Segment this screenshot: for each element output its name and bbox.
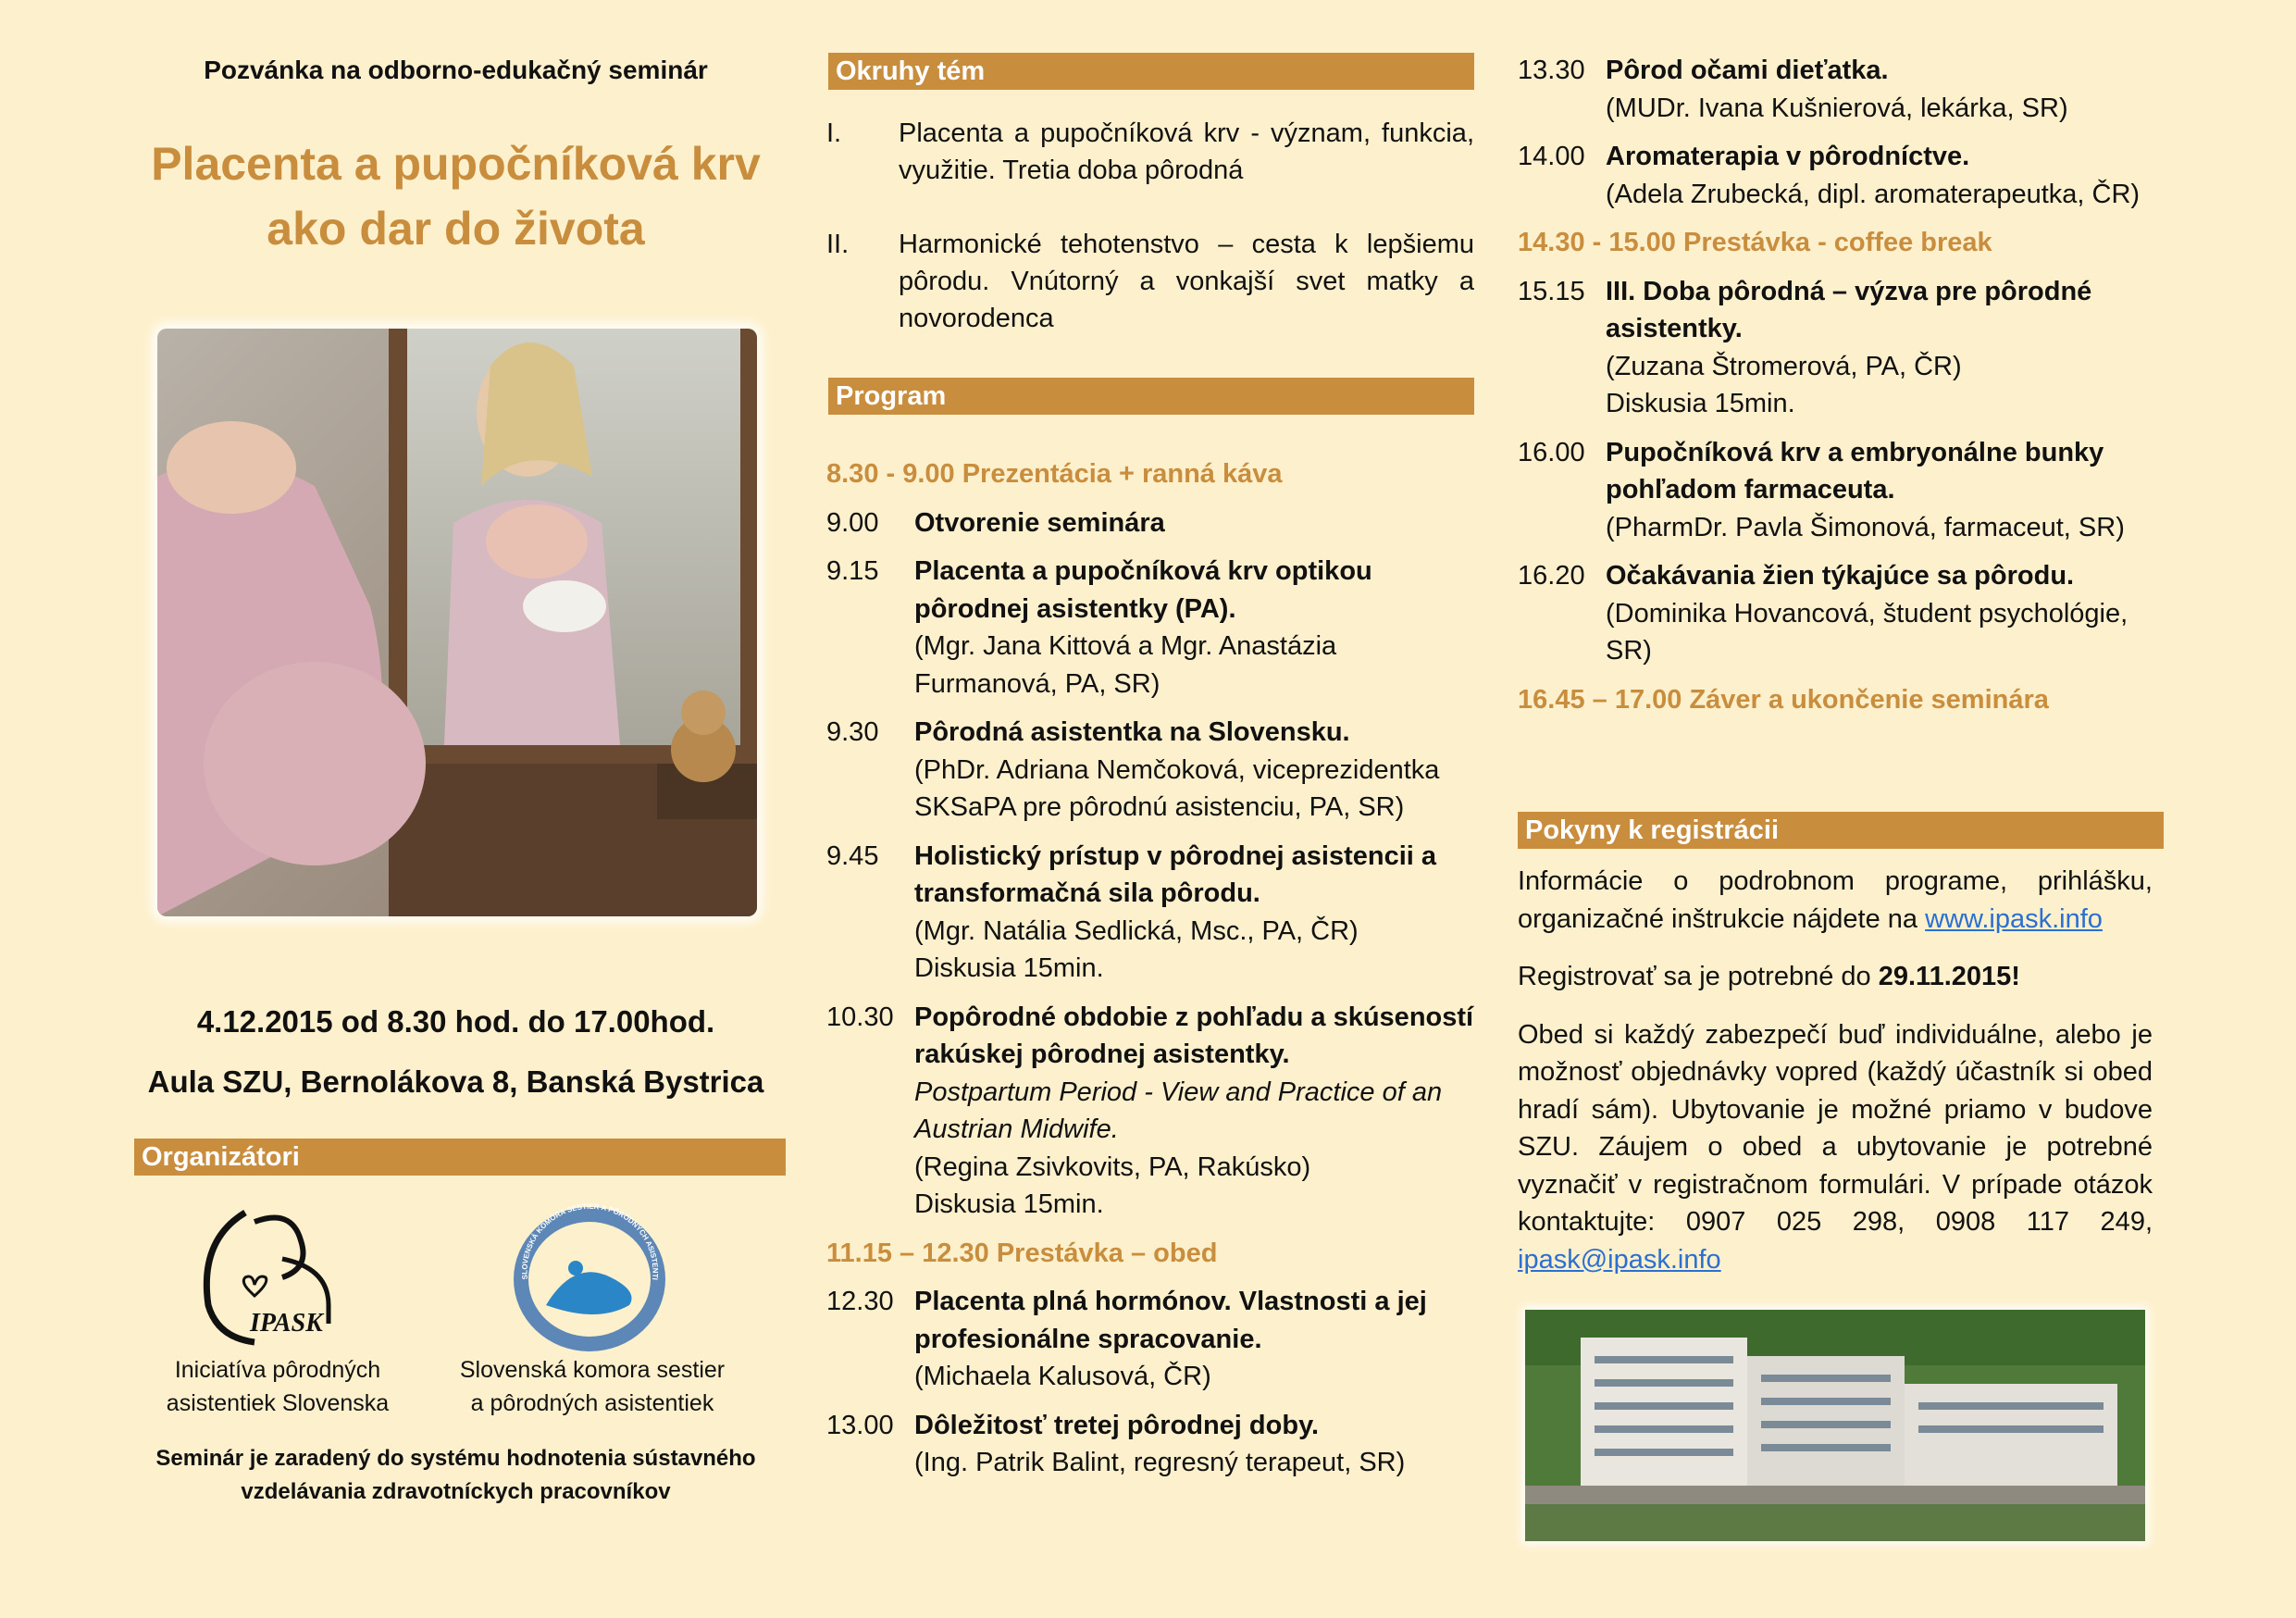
- break-registration: 8.30 - 9.00 Prezentácia + ranná káva: [826, 459, 1283, 489]
- accreditation-note: Seminár je zaradený do systému hodnotenia sústavného vzdelávania zdravotníckych pracovníkov: [155, 1446, 756, 1504]
- sksapa-caption: Slovenská komora sestier a pôrodných asistentiek: [459, 1357, 726, 1416]
- seminar-title: [130, 131, 782, 261]
- program-item: 16.00 Pupočníková krv a embryonálne bunky pohľadom farmaceuta. (PharmDr. Pavla Šimonová, farmaceut, SR): [1518, 437, 2125, 542]
- program-list-continued: [1518, 52, 2166, 729]
- ipask-logo: [190, 1203, 347, 1351]
- program-item: 9.00 Otvorenie seminára: [826, 507, 1165, 538]
- program-item: 9.45 Holistický prístup v pôrodnej asistencii a transformačná sila pôrodu. (Mgr. Natália Sedlická, Msc., PA, ČR) Diskusia 15min.: [826, 840, 1437, 983]
- program-item: 15.15 III. Doba pôrodná – výzva pre pôrodné asistentky. (Zuzana Štromerová, PA, ČR) Diskusia 15min.: [1518, 276, 2092, 418]
- topic-item: II. Harmonické tehotenstvo – cesta k lepšiemu pôrodu. Vnútorný a vonkajší svet matky a novorodenca: [826, 230, 1474, 333]
- pregnant-woman-mirror-image: [157, 329, 757, 916]
- invite-line: Pozvánka na odborno-edukačný seminár: [204, 56, 708, 84]
- sksapa-logo: [509, 1203, 671, 1356]
- program-item: 12.30 Placenta plná hormónov. Vlastnosti a jej profesionálne spracovanie. (Michaela Kalusová, ČR): [826, 1287, 1427, 1391]
- event-venue: Aula SZU, Bernolákova 8, Banská Bystrica: [147, 1064, 764, 1099]
- break-coffee: 14.30 - 15.00 Prestávka - coffee break: [1518, 228, 1992, 257]
- title-line-1: Placenta a pupočníková krv: [151, 138, 761, 190]
- building-image: [1525, 1310, 2145, 1541]
- ipask-caption: Iniciatíva pôrodných asistentiek Slovenska: [166, 1357, 390, 1416]
- program-item: 16.20 Očakávania žien týkajúce sa pôrodu. (Dominika Hovancová, študent psychológie, SR): [1518, 561, 2128, 666]
- registration-header: Pokyny k registrácii: [1518, 812, 2164, 849]
- lunch-accommodation-info: Obed si každý zabezpečí buď individuálne, alebo je možnosť objednávky vopred (každý účastník si obed hradí sám). Ubytovanie je možné priamo v budove SZU. Záujem o obed a ubytovanie je potrebné vyznačiť v registračnom formulári. V prípade otázok kontaktujte: 0907 025 298, 0908 117 249, ipask@ipask.info: [1518, 1019, 2153, 1275]
- program-item: 13.00 Dôležitosť tretej pôrodnej doby. (Ing. Patrik Balint, regresný terapeut, SR): [826, 1410, 1406, 1477]
- organizers-header: Organizátori: [134, 1139, 786, 1176]
- program-item: 14.00 Aromaterapia v pôrodníctve. (Adela Zrubecká, dipl. aromaterapeutka, ČR): [1518, 142, 2141, 209]
- topics-list: [826, 115, 1474, 374]
- program-item: 13.30 Pôrod očami dieťatka. (MUDr. Ivana Kušnierová, lekárka, SR): [1518, 56, 2068, 123]
- program-item: 10.30 Popôrodné obdobie z pohľadu a skúseností rakúskej pôrodnej asistentky. Postpartum Period - View and Practice of an Austrian Midwife. (Regina Zsivkovits, PA, Rakúsko) Diskusia 15min.: [826, 1002, 1474, 1219]
- ipask-logo-text: IPASK: [250, 1309, 323, 1338]
- program-header: Program: [828, 378, 1474, 415]
- title-line-2: ako dar do života: [267, 203, 645, 255]
- program-item: 9.30 Pôrodná asistentka na Slovensku. (PhDr. Adriana Nemčoková, viceprezidentka SKSaPA pre pôrodnú asistenciu, PA, SR): [826, 717, 1440, 822]
- email-link[interactable]: ipask@ipask.info: [1518, 1244, 1721, 1275]
- registration-paragraph: Informácie o podrobnom programe, prihlášku, organizačné inštrukcie nájdete na www.ipask.info: [1518, 866, 2153, 934]
- topic-item: I. Placenta a pupočníková krv - význam, funkcia, využitie. Tretia doba pôrodná: [826, 118, 1474, 185]
- program-list: [826, 455, 1474, 1493]
- ipask-logo-icon: [190, 1203, 347, 1351]
- break-closing: 16.45 – 17.00 Záver a ukončenie seminára: [1518, 684, 2049, 715]
- cover-painting: [157, 329, 757, 916]
- szu-building-photo: [1525, 1310, 2145, 1541]
- registration-deadline: Registrovať sa je potrebné do 29.11.2015!: [1518, 962, 2020, 991]
- sksapa-ring-text: SLOVENSKÁ KOMORA SESTIER A PÔRODNÝCH ASISTENTI: [520, 1203, 660, 1281]
- event-date: 4.12.2015 od 8.30 hod. do 17.00hod.: [196, 1004, 715, 1039]
- break-lunch: 11.15 – 12.30 Prestávka – obed: [826, 1238, 1218, 1268]
- sksapa-logo-icon: [509, 1203, 671, 1356]
- topics-header: Okruhy tém: [828, 53, 1474, 90]
- registration-info: [1518, 863, 2153, 1299]
- website-link[interactable]: www.ipask.info: [1925, 903, 2103, 934]
- program-item: 9.15 Placenta a pupočníková krv optikou pôrodnej asistentky (PA). (Mgr. Jana Kittová a Mgr. Anastázia Furmanová, PA, SR): [826, 556, 1372, 699]
